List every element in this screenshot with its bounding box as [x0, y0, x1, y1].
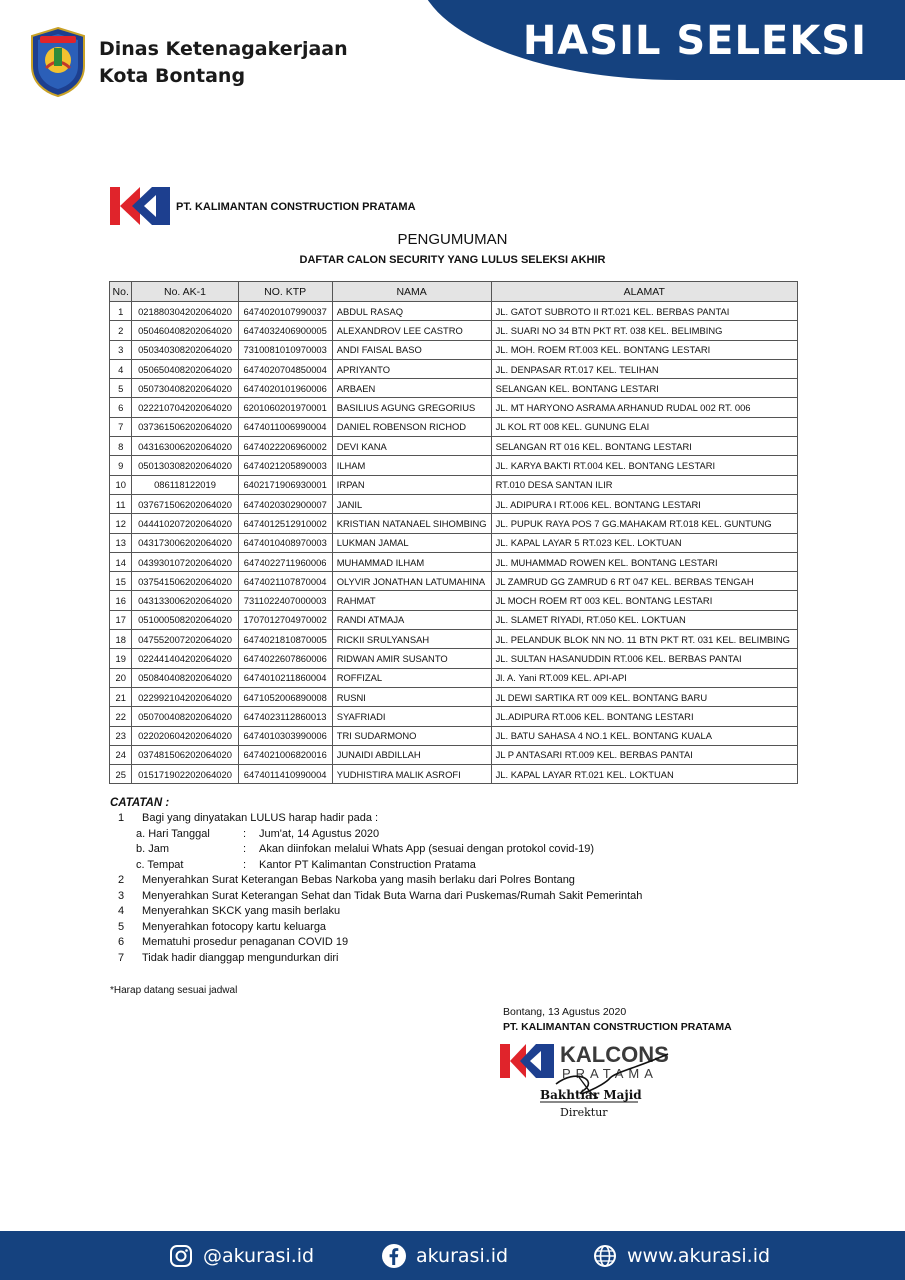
note-item — [110, 889, 730, 905]
cell-nama: RUSNI — [332, 687, 491, 706]
cell-ak1: 015171902202064020 — [132, 765, 238, 784]
cell-alamat: JL. SUARI NO 34 BTN PKT RT. 038 KEL. BELIMBING — [491, 321, 797, 340]
cell-alamat: JL. KARYA BAKTI RT.004 KEL. BONTANG LESTARI — [491, 456, 797, 475]
cell-ktp: 6474022711960006 — [238, 552, 332, 571]
note-number: 2 — [118, 874, 125, 886]
cell-nama: RAHMAT — [332, 591, 491, 610]
cell-ktp: 6402171906930001 — [238, 475, 332, 494]
cell-nama: RICKII SRULYANSAH — [332, 630, 491, 649]
cell-alamat: JL. MOH. ROEM RT.003 KEL. BONTANG LESTARI — [491, 340, 797, 359]
cell-alamat: JL. SULTAN HASANUDDIN RT.006 KEL. BERBAS PANTAI — [491, 649, 797, 668]
notes-heading: CATATAN : — [110, 797, 170, 809]
cell-ak1: 037671506202064020 — [132, 494, 238, 513]
notes-section — [110, 797, 730, 966]
cell-no: 9 — [110, 456, 132, 475]
cell-nama: LUKMAN JAMAL — [332, 533, 491, 552]
cell-ak1: 037481506202064020 — [132, 745, 238, 764]
cell-nama: MUHAMMAD ILHAM — [332, 552, 491, 571]
header-no: No. — [110, 282, 132, 302]
cell-no: 14 — [110, 552, 132, 571]
cell-alamat: JL KOL RT 008 KEL. GUNUNG ELAI — [491, 417, 797, 436]
footer-website[interactable] — [592, 1231, 770, 1280]
schedule-separator: : — [243, 827, 247, 840]
cell-no: 5 — [110, 379, 132, 398]
cell-no: 3 — [110, 340, 132, 359]
cell-no: 4 — [110, 359, 132, 378]
announcement-subtitle: DAFTAR CALON SECURITY YANG LULUS SELEKSI AKHIR — [299, 254, 606, 266]
table-row — [110, 552, 798, 571]
cell-ak1: 086118122019 — [132, 475, 238, 494]
table-row — [110, 437, 798, 456]
cell-ktp: 6474021205890003 — [238, 456, 332, 475]
cell-ak1: 022210704202064020 — [132, 398, 238, 417]
table-row — [110, 379, 798, 398]
cell-alamat: SELANGAN KEL. BONTANG LESTARI — [491, 379, 797, 398]
note-number: 1 — [118, 812, 125, 824]
cell-no: 18 — [110, 630, 132, 649]
facebook-handle: akurasi.id — [416, 1244, 509, 1267]
cell-no: 7 — [110, 417, 132, 436]
note-number: 6 — [118, 936, 125, 948]
footer-instagram[interactable] — [168, 1231, 314, 1280]
agency-emblem-icon — [28, 26, 88, 98]
cell-ak1: 044410207202064020 — [132, 514, 238, 533]
facebook-icon — [381, 1243, 407, 1269]
note-text: Menyerahkan Surat Keterangan Sehat dan Tidak Buta Warna dari Puskemas/Rumah Sakit Pemerintah — [142, 889, 643, 902]
schedule-separator: : — [243, 858, 247, 871]
cell-ktp: 6474021810870005 — [238, 630, 332, 649]
cell-no: 21 — [110, 687, 132, 706]
note-number: 7 — [118, 951, 125, 964]
note-number: 3 — [118, 889, 125, 902]
cell-ak1: 022020604202064020 — [132, 726, 238, 745]
note-item — [110, 951, 730, 967]
cell-ak1: 043133006202064020 — [132, 591, 238, 610]
agency-name-line1: Dinas Ketenagakerjaan — [99, 38, 348, 60]
header-alamat: ALAMAT — [491, 282, 797, 302]
cell-ak1: 050460408202064020 — [132, 321, 238, 340]
note-item — [110, 920, 730, 936]
company-logo-icon — [110, 187, 170, 225]
cell-nama: IRPAN — [332, 475, 491, 494]
cell-ktp: 6471052006890008 — [238, 687, 332, 706]
stamp-brand: KALCONS — [560, 1042, 669, 1067]
cell-ak1: 022441404202064020 — [132, 649, 238, 668]
cell-ktp: 6474020704850004 — [238, 359, 332, 378]
table-row — [110, 572, 798, 591]
cell-no: 6 — [110, 398, 132, 417]
schedule-label: a. Hari Tanggal — [136, 827, 210, 840]
cell-ktp: 6474011006990004 — [238, 417, 332, 436]
cell-no: 23 — [110, 726, 132, 745]
note-text: Menyerahkan fotocopy kartu keluarga — [142, 920, 327, 933]
cell-ak1: 050700408202064020 — [132, 707, 238, 726]
cell-no: 11 — [110, 494, 132, 513]
cell-no: 1 — [110, 302, 132, 321]
cell-nama: ALEXANDROV LEE CASTRO — [332, 321, 491, 340]
cell-alamat: JL. GATOT SUBROTO II RT.021 KEL. BERBAS PANTAI — [491, 302, 797, 321]
cell-nama: APRIYANTO — [332, 359, 491, 378]
cell-no: 17 — [110, 610, 132, 629]
announcement-title: PENGUMUMAN — [397, 231, 508, 248]
table-row — [110, 340, 798, 359]
table-row — [110, 591, 798, 610]
schedule-item — [110, 827, 730, 843]
table-row — [110, 649, 798, 668]
cell-ak1: 047552007202064020 — [132, 630, 238, 649]
note-text: Menyerahkan Surat Keterangan Bebas Narkoba yang masih berlaku dari Polres Bontang — [142, 874, 575, 886]
cell-alamat: JL ZAMRUD GG ZAMRUD 6 RT 047 KEL. BERBAS TENGAH — [491, 572, 797, 591]
cell-ak1: 043930107202064020 — [132, 552, 238, 571]
note-number: 5 — [118, 920, 125, 933]
cell-alamat: JL DEWI SARTIKA RT 009 KEL. BONTANG BARU — [491, 687, 797, 706]
cell-ktp: 6474011410990004 — [238, 765, 332, 784]
company-name: PT. KALIMANTAN CONSTRUCTION PRATAMA — [176, 201, 416, 213]
cell-ak1: 043163006202064020 — [132, 437, 238, 456]
schedule-item — [110, 842, 730, 858]
cell-no: 13 — [110, 533, 132, 552]
cell-no: 22 — [110, 707, 132, 726]
cell-nama: ARBAEN — [332, 379, 491, 398]
results-table — [109, 281, 798, 784]
schedule-value: Kantor PT Kalimantan Construction Pratama — [259, 858, 476, 871]
stamp-subtitle: PRATAMA — [562, 1066, 658, 1081]
cell-alamat: SELANGAN RT 016 KEL. BONTANG LESTARI — [491, 437, 797, 456]
table-row — [110, 417, 798, 436]
cell-no: 2 — [110, 321, 132, 340]
note-text: Tidak hadir dianggap mengundurkan diri — [142, 951, 339, 964]
cell-nama: ILHAM — [332, 456, 491, 475]
cell-ak1: 050730408202064020 — [132, 379, 238, 398]
note-item — [110, 873, 730, 889]
cell-ktp: 6474022206960002 — [238, 437, 332, 456]
table-row — [110, 630, 798, 649]
cell-ktp: 6474020107990037 — [238, 302, 332, 321]
signer-name: Bakhtiar Majid — [540, 1088, 642, 1102]
cell-ak1: 051000508202064020 — [132, 610, 238, 629]
cell-nama: BASILIUS AGUNG GREGORIUS — [332, 398, 491, 417]
cell-ktp: 6201060201970001 — [238, 398, 332, 417]
table-row — [110, 726, 798, 745]
signer-role: Direktur — [560, 1106, 608, 1119]
table-header-row — [110, 282, 798, 302]
cell-ktp: 6474022607860006 — [238, 649, 332, 668]
cell-nama: DANIEL ROBENSON RICHOD — [332, 417, 491, 436]
page-title: HASIL SELEKSI — [522, 18, 867, 64]
footer-facebook[interactable] — [381, 1231, 508, 1280]
cell-nama: RANDI ATMAJA — [332, 610, 491, 629]
table-row — [110, 359, 798, 378]
cell-ktp: 6474010303990006 — [238, 726, 332, 745]
schedule-value: Akan diinfokan melalui Whats App (sesuai dengan protokol covid-19) — [259, 843, 595, 855]
cell-alamat: Jl. A. Yani RT.009 KEL. API-API — [491, 668, 797, 687]
cell-alamat: JL.ADIPURA RT.006 KEL. BONTANG LESTARI — [491, 707, 797, 726]
cell-no: 15 — [110, 572, 132, 591]
cell-alamat: JL. MUHAMMAD ROWEN KEL. BONTANG LESTARI — [491, 552, 797, 571]
table-row — [110, 533, 798, 552]
cell-ak1: 037361506202064020 — [132, 417, 238, 436]
footer-bar — [0, 1231, 905, 1280]
table-row — [110, 302, 798, 321]
cell-ak1: 022992104202064020 — [132, 687, 238, 706]
cell-nama: DEVI KANA — [332, 437, 491, 456]
table-row — [110, 745, 798, 764]
signature-date: Bontang, 13 Agustus 2020 — [503, 1006, 627, 1018]
schedule-value: Jum'at, 14 Agustus 2020 — [259, 827, 380, 840]
cell-nama: JANIL — [332, 494, 491, 513]
table-row — [110, 765, 798, 784]
cell-nama: ANDI FAISAL BASO — [332, 340, 491, 359]
cell-ak1: 050840408202064020 — [132, 668, 238, 687]
header-nama: NAMA — [332, 282, 491, 302]
note-number: 4 — [118, 905, 125, 917]
header-ak1: No. AK-1 — [132, 282, 238, 302]
table-row — [110, 610, 798, 629]
cell-nama: OLYVIR JONATHAN LATUMAHINA — [332, 572, 491, 591]
note-item — [110, 935, 730, 951]
table-row — [110, 475, 798, 494]
cell-ak1: 050340308202064020 — [132, 340, 238, 359]
schedule-item — [110, 858, 730, 874]
cell-no: 25 — [110, 765, 132, 784]
agency-name — [99, 36, 348, 90]
schedule-label: b. Jam — [136, 843, 170, 855]
header-ktp: NO. KTP — [238, 282, 332, 302]
table-row — [110, 398, 798, 417]
cell-ktp: 7311022407000003 — [238, 591, 332, 610]
cell-ktp: 6474021107870004 — [238, 572, 332, 591]
cell-nama: ROFFIZAL — [332, 668, 491, 687]
cell-alamat: JL. SLAMET RIYADI, RT.050 KEL. LOKTUAN — [491, 610, 797, 629]
table-row — [110, 456, 798, 475]
note-text: Menyerahkan SKCK yang masih berlaku — [142, 905, 341, 917]
instagram-icon — [168, 1243, 194, 1269]
table-row — [110, 321, 798, 340]
signature-company: PT. KALIMANTAN CONSTRUCTION PRATAMA — [503, 1021, 732, 1033]
cell-no: 10 — [110, 475, 132, 494]
table-row — [110, 687, 798, 706]
cell-ktp: 6474012512910002 — [238, 514, 332, 533]
cell-ktp: 6474023112860013 — [238, 707, 332, 726]
table-row — [110, 668, 798, 687]
note-item — [110, 904, 730, 920]
remark-text: *Harap datang sesuai jadwal — [110, 985, 238, 996]
cell-no: 16 — [110, 591, 132, 610]
cell-ktp: 6474010211860004 — [238, 668, 332, 687]
note-item — [110, 811, 730, 827]
notes-list — [110, 873, 730, 966]
cell-nama: SYAFRIADI — [332, 707, 491, 726]
cell-ak1: 050130308202064020 — [132, 456, 238, 475]
table-row — [110, 514, 798, 533]
cell-alamat: JL. PUPUK RAYA POS 7 GG.MAHAKAM RT.018 KEL. GUNTUNG — [491, 514, 797, 533]
cell-alamat: JL. MT HARYONO ASRAMA ARHANUD RUDAL 002 RT. 006 — [491, 398, 797, 417]
cell-ak1: 037541506202064020 — [132, 572, 238, 591]
cell-ktp: 6474032406900005 — [238, 321, 332, 340]
cell-nama: ABDUL RASAQ — [332, 302, 491, 321]
cell-no: 19 — [110, 649, 132, 668]
cell-alamat: JL. KAPAL LAYAR 5 RT.023 KEL. LOKTUAN — [491, 533, 797, 552]
agency-name-line2: Kota Bontang — [99, 65, 246, 87]
cell-alamat: RT.010 DESA SANTAN ILIR — [491, 475, 797, 494]
schedule-label: c. Tempat — [136, 858, 184, 871]
table-row — [110, 494, 798, 513]
cell-ak1: 043173006202064020 — [132, 533, 238, 552]
cell-alamat: JL. PELANDUK BLOK NN NO. 11 BTN PKT RT. 031 KEL. BELIMBING — [491, 630, 797, 649]
table-row — [110, 707, 798, 726]
cell-no: 12 — [110, 514, 132, 533]
schedule-separator: : — [243, 843, 247, 855]
instagram-handle: @akurasi.id — [203, 1244, 315, 1267]
cell-no: 24 — [110, 745, 132, 764]
globe-icon — [592, 1243, 618, 1269]
cell-ktp: 6474020302900007 — [238, 494, 332, 513]
cell-ktp: 7310081010970003 — [238, 340, 332, 359]
schedule-list — [110, 827, 730, 874]
cell-nama: TRI SUDARMONO — [332, 726, 491, 745]
cell-ktp: 1707012704970002 — [238, 610, 332, 629]
cell-ktp: 6474010408970003 — [238, 533, 332, 552]
cell-alamat: JL MOCH ROEM RT 003 KEL. BONTANG LESTARI — [491, 591, 797, 610]
cell-nama: RIDWAN AMIR SUSANTO — [332, 649, 491, 668]
cell-ak1: 050650408202064020 — [132, 359, 238, 378]
cell-alamat: JL. KAPAL LAYAR RT.021 KEL. LOKTUAN — [491, 765, 797, 784]
cell-no: 20 — [110, 668, 132, 687]
cell-ak1: 021880304202064020 — [132, 302, 238, 321]
cell-ktp: 6474021006820016 — [238, 745, 332, 764]
website-url: www.akurasi.id — [627, 1244, 771, 1267]
cell-alamat: JL P ANTASARI RT.009 KEL. BERBAS PANTAI — [491, 745, 797, 764]
table-body — [110, 302, 798, 784]
cell-nama: KRISTIAN NATANAEL SIHOMBING — [332, 514, 491, 533]
note-text: Mematuhi prosedur penaganan COVID 19 — [142, 936, 349, 948]
cell-alamat: JL. DENPASAR RT.017 KEL. TELIHAN — [491, 359, 797, 378]
cell-alamat: JL. ADIPURA I RT.006 KEL. BONTANG LESTARI — [491, 494, 797, 513]
company-stamp-signature — [486, 1038, 694, 1120]
cell-no: 8 — [110, 437, 132, 456]
cell-alamat: JL. BATU SAHASA 4 NO.1 KEL. BONTANG KUALA — [491, 726, 797, 745]
note-text: Bagi yang dinyatakan LULUS harap hadir pada : — [142, 812, 379, 824]
cell-ktp: 6474020101960006 — [238, 379, 332, 398]
cell-nama: YUDHISTIRA MALIK ASROFI — [332, 765, 491, 784]
cell-nama: JUNAIDI ABDILLAH — [332, 745, 491, 764]
